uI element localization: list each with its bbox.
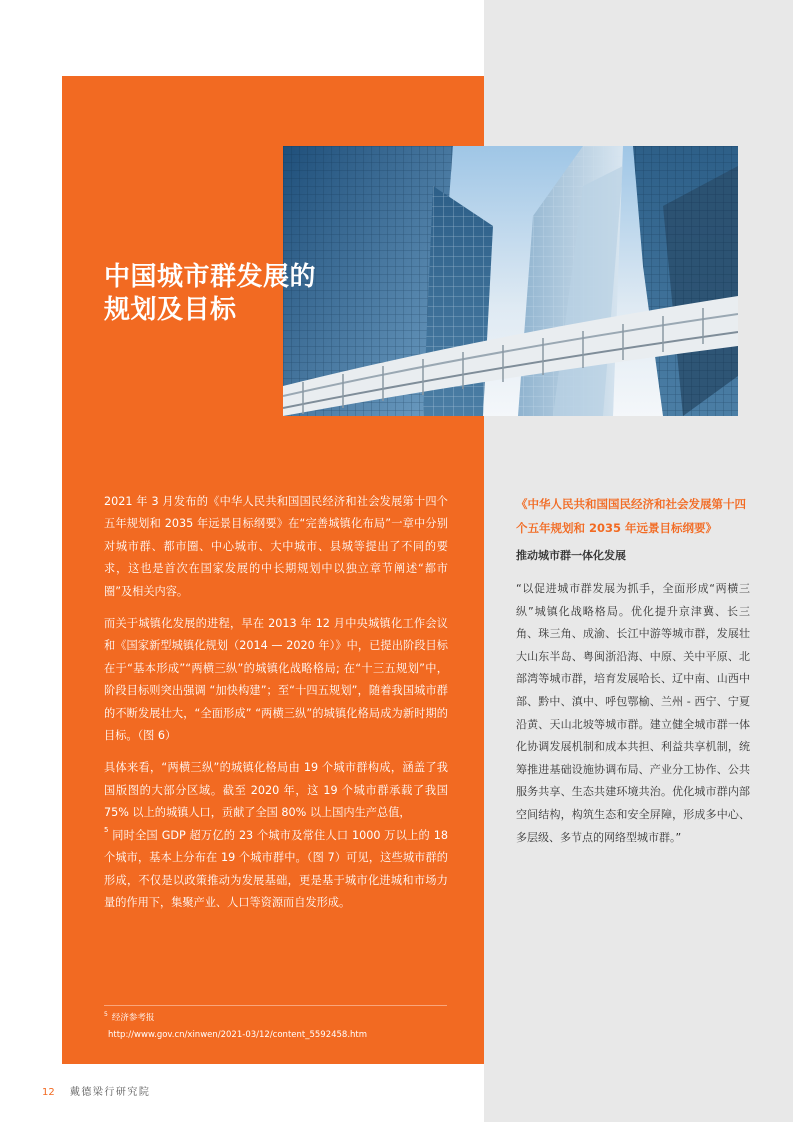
sidebar-quote: “以促进城市群发展为抓手，全面形成“两横三纵”城镇化战略格局。优化提升京津冀、长三角、珠三角、成渝、长江中游等城市群，发展壮大山东半岛、粤闽浙沿海、中原、关中平原、北部湾等城市群，培育发展哈长、辽中南、山西中部、黔中、滇中、呼包鄂榆、兰州 - 西宁、宁夏沿黄、天山北坡等城市群。建立健全城市群一体化协调发展机制和成本共担、利益共享机制，统筹推进基础设施协调布局、产业分工协作、公共服务共享、生态共建环境共治。优化城市群内部空间结构，构筑生态和安全屏障，形成多中心、多层级、多节点的网络型城市群。” bbox=[516, 582, 750, 844]
footnote-label: 经济参考报 bbox=[111, 1013, 155, 1023]
page-title bbox=[104, 261, 364, 327]
body-paragraph-3-part-1: 具体来看，“两横三纵”的城镇化格局由 19 个城市群构成，涵盖了我国版图的大部分区域。截至 2020 年，这 19 个城市群承载了我国 75% 以上的城镇人口，贡献了全国 80% 以上国内生产总值， bbox=[104, 761, 448, 820]
body-paragraph-3 bbox=[104, 757, 448, 914]
body-paragraph-1: 2021 年 3 月发布的《中华人民共和国国民经济和社会发展第十四个五年规划和 2035 年远景目标纲要》在“完善城镇化布局”一章中分别对城市群、都市圈、中心城市、大中城市、县城等提出了不同的要求，这也是首次在国家发展的中长期规划中以独立章节阐述“都市圈”及相关内容。 bbox=[104, 495, 448, 598]
body-paragraph-2: 而关于城镇化发展的进程，早在 2013 年 12 月中央城镇化工作会议和《国家新型城镇化规划（2014 — 2020 年）》中，已提出阶段目标在于“基本形成”“两横三纵”的城镇化战略格局; 在“十三五规划”中，阶段目标则突出强调 “加快构建”；至“十四五规划”，随着我国城市群的不断发展壮大，“全面形成” “两横三纵”的城镇化格局成为新时期的目标。（图 6） bbox=[104, 617, 448, 743]
title-line-1: 中国城市群发展的 bbox=[104, 262, 317, 292]
page-footer bbox=[42, 1086, 150, 1100]
page-number: 12 bbox=[42, 1087, 55, 1098]
body-paragraph-3-part-2: 同时全国 GDP 超万亿的 23 个城市及常住人口 1000 万以上的 18 个城市，基本上分布在 19 个城市群中。（图 7）可见，这些城市群的形成，不仅是以政策推动为发展基础，更是基于城市化进城和市场力量的作用下，集聚产业、人口等资源而自发形成。 bbox=[104, 828, 448, 909]
footnote-divider bbox=[104, 1005, 447, 1006]
footnote-url[interactable]: http://www.gov.cn/xinwen/2021-03/12/content_5592458.htm bbox=[108, 1030, 368, 1040]
sidebar-subheading: 推动城市群一体化发展 bbox=[516, 549, 626, 562]
sidebar-heading: 《中华人民共和国国民经济和社会发展第十四个五年规划和 2035 年远景目标纲要》 bbox=[516, 497, 746, 535]
footnote bbox=[104, 1010, 454, 1044]
title-line-2: 规划及目标 bbox=[104, 295, 237, 325]
organization-name: 戴德梁行研究院 bbox=[69, 1087, 151, 1098]
footnote-number: 5 bbox=[104, 1011, 108, 1018]
footnote-reference[interactable]: 5 bbox=[104, 825, 109, 834]
main-body-text bbox=[104, 491, 448, 924]
